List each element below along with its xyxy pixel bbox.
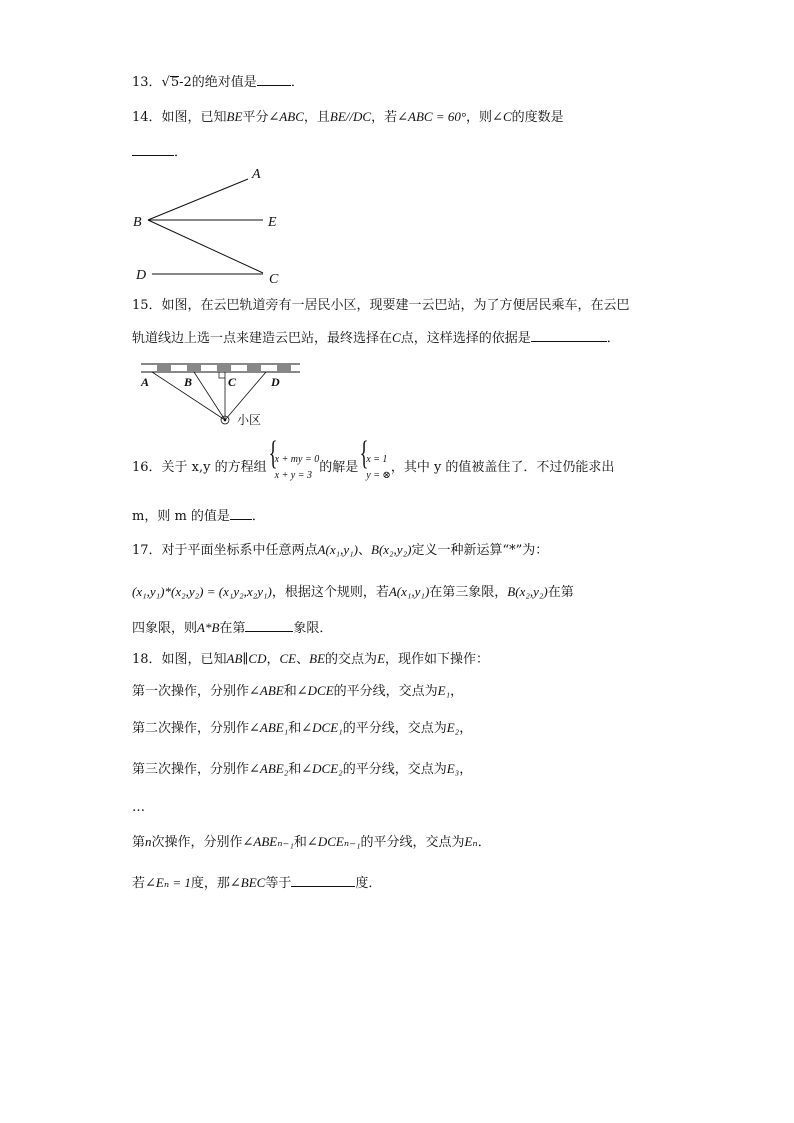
label-E: E: [268, 215, 277, 230]
label-C: C: [269, 272, 279, 287]
ellipsis: …: [132, 800, 145, 815]
question-15: 15．如图，在云巴轨道旁有一居民小区，现要建一云巴站，为了方便居民乘车，在云巴: [132, 298, 630, 313]
answer-blank-17[interactable]: [245, 619, 293, 632]
label-B: B: [184, 375, 193, 389]
sqrt-sign: √: [161, 75, 170, 90]
q13-text: 的绝对值是: [191, 75, 257, 90]
question-17: 17．对于平面坐标系中任意两点A(x₁,y₁)、B(x₂,y₂)定义一种新运算“*”为：: [132, 542, 549, 558]
rail-block: [247, 364, 261, 372]
question-16: 16．关于 x,y 的方程组 { x + my = 0 x + y = 3 的解是 { x = 1 y = ⊗ ，其中 y 的值被盖住了．不过仍能求出: [132, 451, 614, 485]
label-A: A: [252, 167, 261, 182]
answer-blank-16[interactable]: [230, 507, 252, 520]
right-angle-mark: [219, 372, 225, 378]
equation-system: { x + my = 0 x + y = 3: [267, 452, 320, 484]
answer-blank-18[interactable]: [291, 874, 355, 887]
question-14: 14．如图，已知BE平分∠ABC，且BE//DC，若∠ABC = 60°，则∠C的度数是: [132, 109, 564, 125]
rail-block: [187, 364, 201, 372]
question-15-line2: 轨道线边上选一点来建造云巴站，最终选择在C点，这样选择的依据是 ．: [132, 330, 620, 346]
solution-system: { x = 1 y = ⊗: [358, 452, 391, 484]
q13-radicand: 5: [170, 75, 180, 90]
operation-1: 第一次操作，分别作∠ABE和∠DCE的平分线，交点为E₁，: [132, 683, 464, 699]
rail-block: [157, 364, 171, 372]
question-17-line2: (x₁,y₁)*(x₂,y₂) = (x₁y₂,x₂y₁)，根据这个规则，若A(x₁,y₁)在第三象限，B(x₂,y₂)在第: [132, 584, 574, 600]
question-14-answer-line: ．: [132, 143, 187, 162]
rail-block: [217, 364, 231, 372]
question-18-final: 若∠Eₙ = 1度，那∠BEC等于 度．: [132, 875, 382, 891]
label-D: D: [136, 268, 147, 283]
question-16-line2: m，则 m 的值是 ．: [132, 509, 265, 524]
operation-2: 第二次操作，分别作∠ABE₁和∠DCE₁的平分线，交点为E₂，: [132, 720, 473, 736]
label-A: A: [141, 375, 150, 389]
question-17-line3: 四象限，则A*B在第 象限．: [132, 620, 333, 636]
rail-block: [277, 364, 291, 372]
operation-3: 第三次操作，分别作∠ABE₂和∠DCE₂的平分线，交点为E₃，: [132, 761, 473, 777]
question-13: 13．√5-2的绝对值是 ．: [132, 75, 304, 90]
label-C: C: [228, 375, 237, 389]
label-D: D: [271, 375, 280, 389]
operation-n: 第n次操作，分别作∠ABEₙ₋₁和∠DCEₙ₋₁的平分线，交点为Eₙ．: [132, 834, 491, 850]
label-community: 小区: [237, 413, 262, 427]
label-B: B: [133, 215, 142, 230]
q13-number: 13．: [132, 75, 162, 90]
line-B: [194, 372, 225, 420]
q13-tail: -2: [179, 75, 192, 90]
question-18: 18．如图，已知AB∥CD，CE、BE的交点为E，现作如下操作：: [132, 651, 490, 667]
